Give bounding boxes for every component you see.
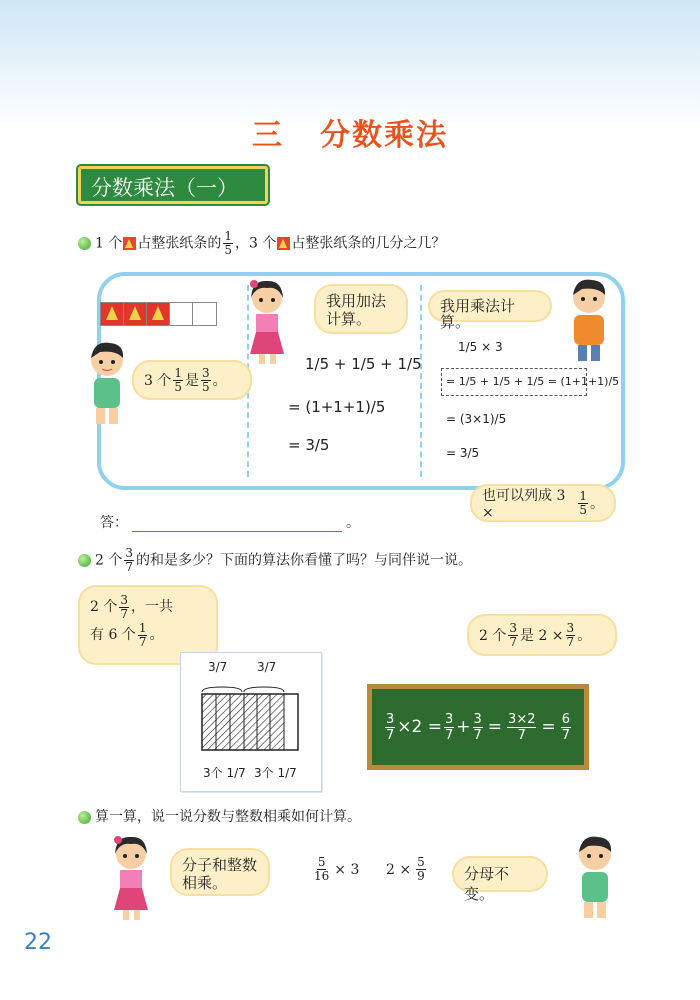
speech-bubble-denominator: 分母不变。 (452, 856, 548, 892)
section-title: 分数乘法（一） (78, 166, 268, 204)
page-number: 22 (24, 930, 52, 955)
multiplication-line-4: = 3/5 (446, 446, 480, 460)
paper-bottom-label: 3个 1/7 (203, 766, 246, 780)
paper-top-label: 3/7 (208, 660, 228, 674)
multiplication-line-2: = 1/5 + 1/5 + 1/5 = (1+1+1)/5 (441, 368, 587, 396)
question-3: 算一算，说一说分数与整数相乘如何计算。 (78, 806, 361, 826)
multiplication-line-1: 1/5 × 3 (458, 340, 503, 354)
expression-2: 2 × $\frac{5}{9}$ (386, 855, 425, 883)
fraction: $\frac{1}{5}$ (224, 229, 232, 257)
paper-strip (100, 302, 217, 326)
answer-line: 答： 。 (100, 515, 360, 531)
speech-bubble-times-two: 2 个 $\frac{3}{7}$ 是 2 × $\frac{3}{7}$ 。 (467, 614, 617, 656)
addition-line-2: = (1+1+1)/5 (288, 398, 386, 416)
multiplication-line-3: = (3×1)/5 (446, 412, 507, 426)
chapter-name: 分数乘法 (320, 118, 448, 153)
chapter-title (0, 110, 700, 154)
boy-icon (562, 275, 616, 365)
divider (420, 285, 422, 477)
addition-line-1: 1/5 + 1/5 + 1/5 (305, 355, 422, 373)
addition-line-3: = 3/5 (288, 436, 330, 454)
question-1: 1 个 占整张纸条的 $\frac{1}{5}$ ，3 个 占整张纸条的几分之几？ (78, 230, 445, 257)
speech-bubble-numerator: 分子和整数相乘。 (170, 848, 270, 896)
paper-top-label: 3/7 (257, 660, 277, 674)
expression-1: $\frac{5}{16}$ × 3 (314, 855, 360, 883)
paper-bottom-label: 3个 1/7 (254, 766, 297, 780)
green-dot-icon (78, 554, 91, 567)
answer-blank[interactable] (132, 531, 342, 532)
boy-icon (568, 832, 622, 922)
green-dot-icon (78, 811, 91, 824)
fraction-bar-diagram (200, 686, 305, 756)
chapter-number: 三 (252, 118, 284, 153)
tree-square-icon (277, 237, 290, 250)
question-2: 2 个 $\frac{3}{7}$ 的和是多少？下面的算法你看懂了吗？与同伴说一说。 (78, 547, 472, 574)
girl-icon (240, 276, 294, 366)
chalkboard: $\frac{3}{7}$ ×2 = $\frac{3}{7}$ + $\frac{3}{7}$ = $\frac{3\times 2}{7}$ = $\frac{6}{7}$ (367, 684, 589, 770)
girl-icon (104, 832, 158, 922)
speech-bubble-multiplication: 我用乘法计算。 (428, 290, 552, 322)
speech-bubble-six-sevenths: 2 个 $\frac{3}{7}$ ，一共 有 6 个 $\frac{1}{7}$ 。 (78, 585, 218, 665)
speech-bubble-left: 3 个 $\frac{1}{5}$ 是 $\frac{3}{5}$ 。 (132, 360, 252, 400)
green-dot-icon (78, 237, 91, 250)
speech-bubble-addition: 我用加法计算。 (314, 284, 408, 334)
speech-bubble-also: 也可以列成 3 × $\frac{1}{5}$ 。 (470, 484, 616, 522)
tree-square-icon (123, 237, 136, 250)
boy-icon (80, 338, 134, 428)
